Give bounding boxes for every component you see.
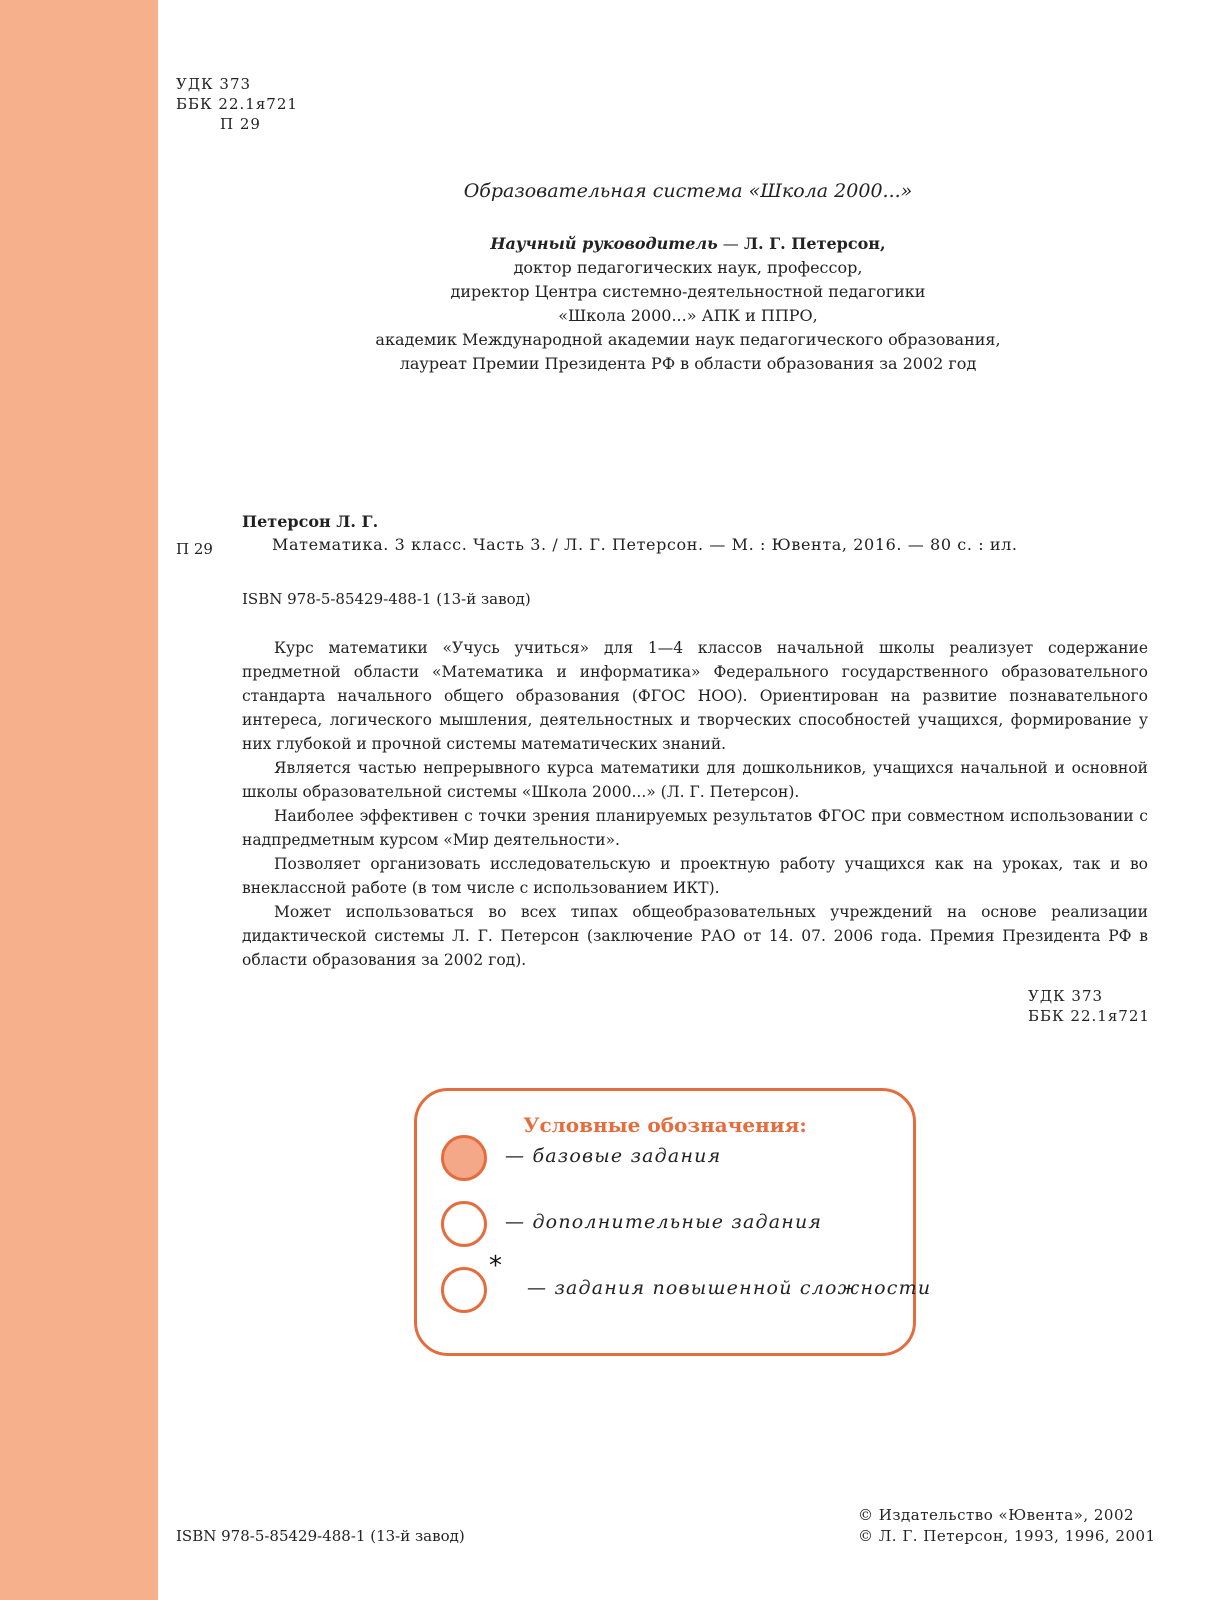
bbk-code: ББК 22.1я721: [1028, 1007, 1150, 1025]
udk-code: УДК 373: [1028, 987, 1104, 1005]
bbk-code: ББК 22.1я721: [176, 95, 298, 113]
supervisor-line: «Школа 2000...» АПК и ППРО,: [558, 306, 818, 325]
annotation-paragraph: Позволяет организовать исследовательскую и проектную работу учащихся как на уроках, так и во внеклассной работе (в том числе с использованием ИКТ).: [242, 855, 1148, 897]
annotation: [242, 636, 1148, 972]
supervisor-line: директор Центра системно-деятельностной педагогики: [450, 282, 926, 301]
author-mark: П 29: [220, 115, 261, 133]
supervisor-name: Л. Г. Петерсон,: [743, 234, 886, 253]
classification-codes: [176, 74, 298, 134]
author-heading: Петерсон Л. Г.: [242, 512, 379, 531]
annotation-paragraph: Является частью непрерывного курса математики для дошкольников, учащихся начальной и основной школы образовательной системы «Школа 2000...» (Л. Г. Петерсон).: [242, 759, 1148, 801]
annotation-paragraph: Может использоваться во всех типах общеобразовательных учреждений на основе реализации дидактической системы Л. Г. Петерсон (заключение РАО от 14. 07. 2006 года. Премия Президента РФ в области образования за 2002 год).: [242, 903, 1148, 969]
isbn-top: ISBN 978-5-85429-488-1 (13-й завод): [242, 590, 531, 608]
supervisor-line: лауреат Премии Президента РФ в области образования за 2002 год: [399, 354, 977, 373]
udk-code: УДК 373: [176, 75, 252, 93]
supervisor-heading: [158, 232, 1218, 256]
starred-circle-icon: [441, 1267, 487, 1313]
series-title: Образовательная система «Школа 2000...»: [463, 180, 913, 202]
footer-classification-codes: [1028, 986, 1150, 1026]
legend-title: Условные обозначения:: [523, 1113, 807, 1137]
annotation-paragraph: Курс математики «Учусь учиться» для 1—4 классов начальной школы реализует содержание предметной области «Математика и информатика» Федерального государственного образовательного стандарта начального общего образования (ФГОС НОО). Ориентирован на развитие познавательного интереса, логического мышления, деятельностных и творческих способностей учащихся, формирование у них глубокой и прочной системы математических знаний.: [242, 639, 1148, 753]
scientific-supervisor-block: [158, 232, 1218, 376]
supervisor-line: академик Международной академии наук педагогического образования,: [375, 330, 1001, 349]
supervisor-dash: —: [717, 234, 744, 253]
copyright-block: [858, 1505, 1156, 1547]
legend-item-text: — дополнительные задания: [505, 1211, 823, 1233]
supervisor-role: Научный руководитель: [490, 234, 718, 253]
orange-side-stripe: [0, 0, 158, 1600]
outline-circle-icon: [441, 1201, 487, 1247]
legend-box: [414, 1088, 932, 1356]
legend-item-text: — базовые задания: [505, 1145, 722, 1167]
copyright-line: © Издательство «Ювента», 2002: [858, 1506, 1135, 1524]
annotation-paragraph: Наиболее эффективен с точки зрения планируемых результатов ФГОС при совместном использовании с надпредметным курсом «Мир деятельности».: [242, 807, 1148, 849]
catalog-code: П 29: [176, 540, 213, 558]
star-icon: *: [489, 1251, 502, 1281]
isbn-bottom: ISBN 978-5-85429-488-1 (13-й завод): [176, 1527, 465, 1545]
supervisor-line: доктор педагогических наук, профессор,: [513, 258, 863, 277]
legend-item-text: — задания повышенной сложности: [527, 1277, 932, 1299]
copyright-line: © Л. Г. Петерсон, 1993, 1996, 2001: [858, 1527, 1156, 1545]
filled-circle-icon: [441, 1135, 487, 1181]
bibliographic-record: Математика. 3 класс. Часть 3. / Л. Г. Петерсон. — М. : Ювента, 2016. — 80 с. : ил.: [272, 535, 1018, 554]
